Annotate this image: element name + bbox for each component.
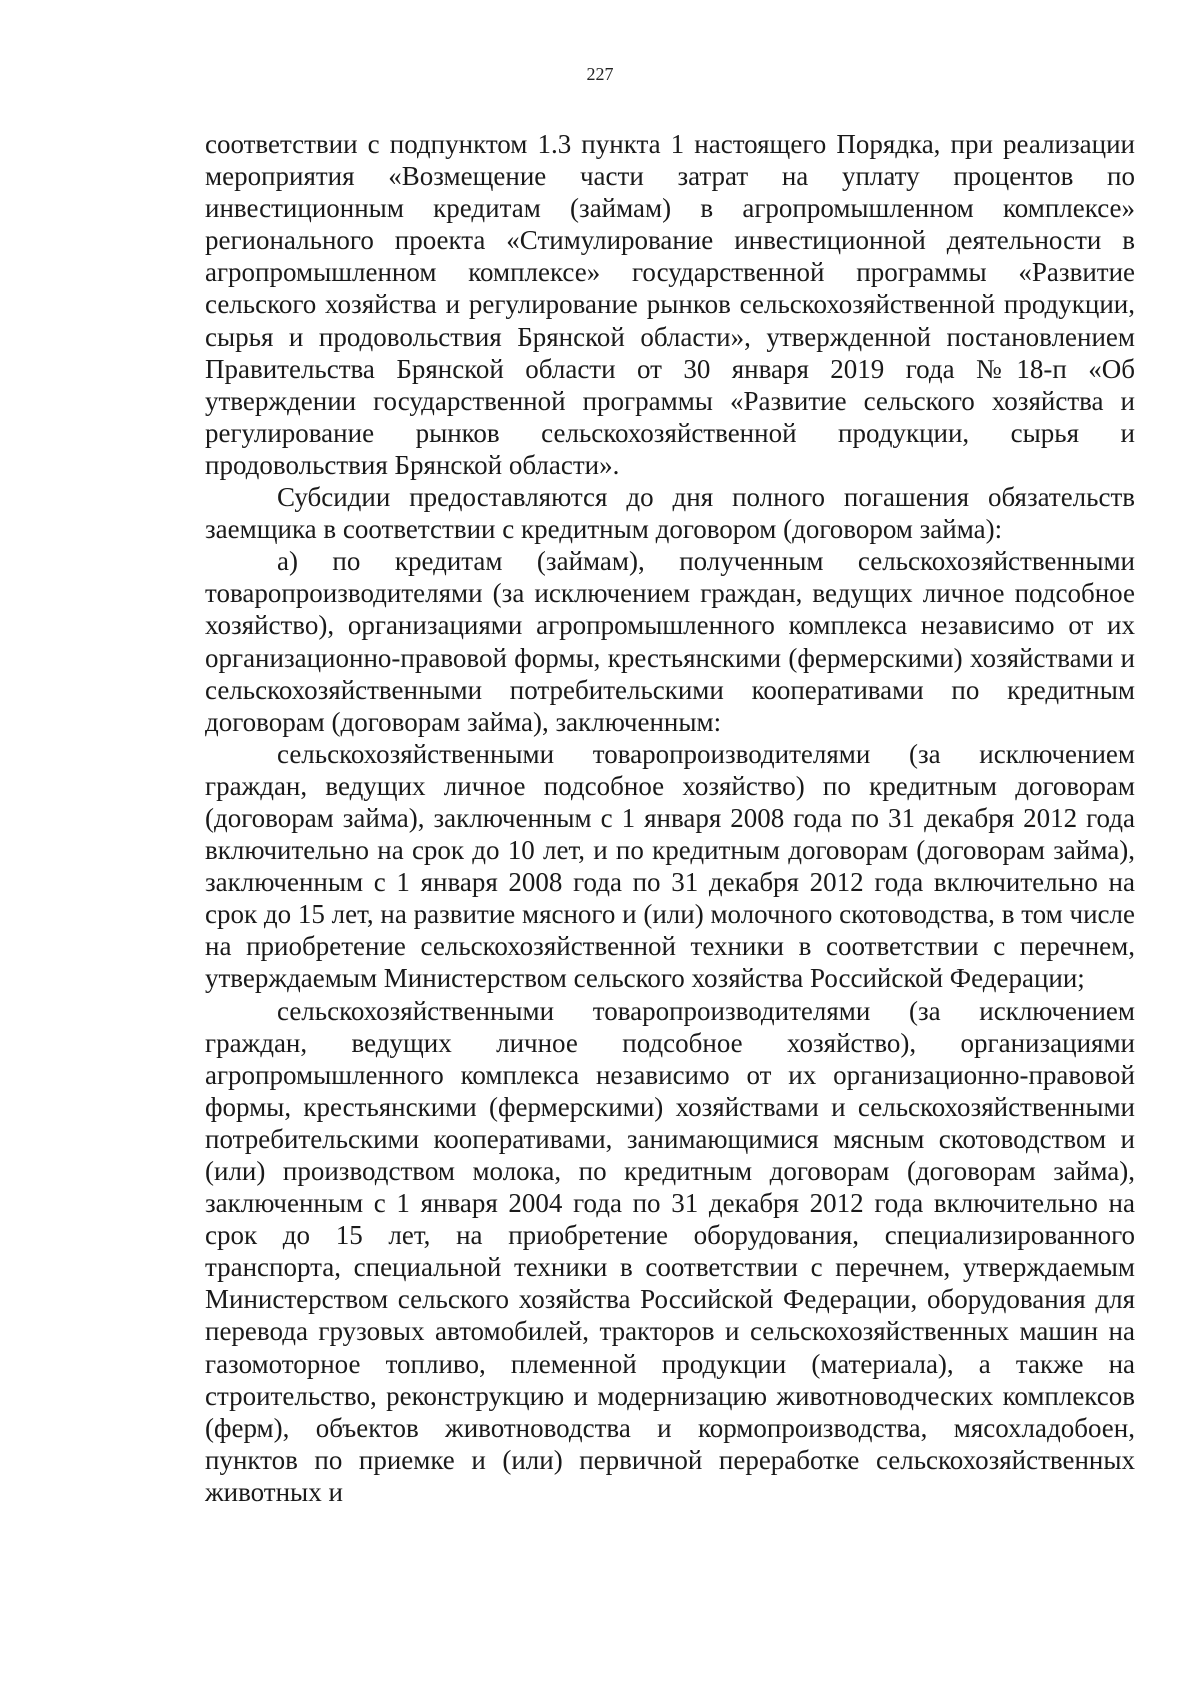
paragraph-continuation: соответствии с подпунктом 1.3 пункта 1 настоящего Порядка, при реализации мероприятия «Возмещение части затрат на уплату процентов по инвестиционным кредитам (займам) в агропромышленном комплексе» регионального проекта «Стимулирование инвестиционной деятельности в агропромышленном комплексе» государственной программы «Развитие сельского хозяйства и регулирование рынков сельскохозяйственной продукции, сырья и продовольствия Брянской области», утвержденной постановлением Правительства Брянской области от 30 января 2019 года №18-п «Об утверждении государственной программы «Развитие сельского хозяйства и регулирование рынков сельскохозяйственной продукции, сырья и продовольствия Брянской области». bbox=[205, 129, 1135, 480]
paragraph-subsidies: Субсидии предоставляются до дня полного погашения обязательств заемщика в соответствии с кредитным договором (договором займа): bbox=[205, 482, 1135, 545]
paragraph-item-a-second: сельскохозяйственными товаропроизводителями (за исключением граждан, ведущих личное подсобное хозяйство), организациями агропромышленного комплекса независимо от их организационно-правовой формы, крестьянскими (фермерскими) хозяйствами и сельскохозяйственными потребительскими кооперативами, занимающимися мясным скотоводством и (или) производством молока, по кредитным договорам (договорам займа), заключенным с 1 января 2004 года по 31 декабря 2012 года включительно на срок до 15 лет, на приобретение оборудования, специализированного транспорта, специальной техники в соответствии с перечнем, утверждаемым Министерством сельского хозяйства Российской Федерации, оборудования для перевода грузовых автомобилей, тракторов и сельскохозяйственных машин на газомоторное топливо, племенной продукции (материала), а также на строительство, реконструкцию и модернизацию животноводческих комплексов (ферм), объектов животноводства и кормопроизводства, мясохладобоен, пунктов по приемке и (или) первичной переработке сельскохозяйственных животных и bbox=[205, 995, 1135, 1507]
paragraph-item-a-first: сельскохозяйственными товаропроизводителями (за исключением граждан, ведущих личное подсобное хозяйство) по кредитным договорам (договорам займа), заключенным с 1 января 2008 года по 31 декабря 2012 года включительно на срок до 10 лет, и по кредитным договорам (договорам займа), заключенным с 1 января 2008 года по 31 декабря 2012 года включительно на срок до 15 лет, на развитие мясного и (или) молочного скотоводства, в том числе на приобретение сельскохозяйственной техники в соответствии с перечнем, утверждаемым Министерством сельского хозяйства Российской Федерации; bbox=[205, 738, 1135, 994]
paragraph-item-a: а) по кредитам (займам), полученным сельскохозяйственными товаропроизводителями (за исключением граждан, ведущих личное подсобное хозяйство), организациями агропромышленного комплекса независимо от их организационно-правовой формы, крестьянскими (фермерскими) хозяйствами и сельскохозяйственными потребительскими кооперативами по кредитным договорам (договорам займа), заключенным: bbox=[205, 546, 1135, 737]
page-number: 227 bbox=[586, 64, 614, 84]
document-body bbox=[205, 128, 1135, 1508]
